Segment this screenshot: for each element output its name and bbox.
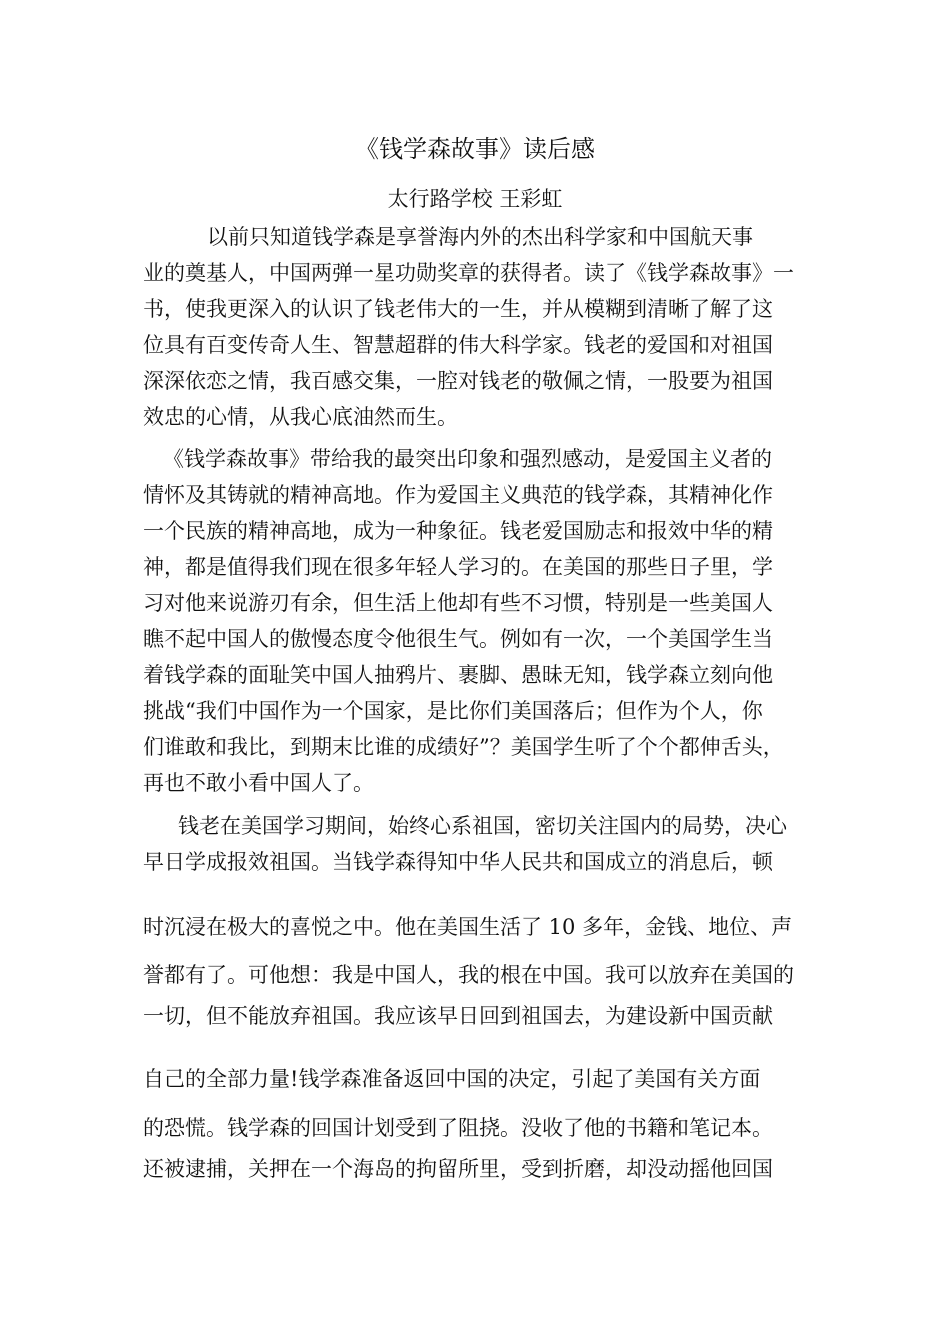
- paragraph-line: 一个民族的精神高地，成为一种象征。钱老爱国励志和报效中华的精: [143, 519, 773, 543]
- paragraph-line: 瞧不起中国人的傲慢态度令他很生气。例如有一次，一个美国学生当: [143, 627, 773, 651]
- paragraph-line: 早日学成报效祖国。当钱学森得知中华人民共和国成立的消息后，顿: [143, 850, 773, 874]
- paragraph-line: 以前只知道钱学森是享誉海内外的杰出科学家和中国航天事: [207, 225, 753, 249]
- paragraph-line: 神，都是值得我们现在很多年轻人学习的。在美国的那些日子里，学: [143, 555, 773, 579]
- paragraph-line: 深深依恋之情，我百感交集，一腔对钱老的敬佩之情，一股要为祖国: [143, 369, 773, 393]
- paragraph-line: 再也不敢小看中国人了。: [143, 771, 374, 795]
- paragraph-line: 时沉浸在极大的喜悦之中。他在美国生活了 10 多年，金钱、地位、声: [143, 915, 793, 939]
- document-title: 《钱学森故事》读后感: [355, 135, 595, 163]
- paragraph-line: 钱老在美国学习期间，始终心系祖国，密切关注国内的局势，决心: [178, 814, 787, 838]
- paragraph-line: 业的奠基人，中国两弹一星功勋奖章的获得者。读了《钱学森故事》一: [143, 261, 794, 285]
- paragraph-line: 位具有百变传奇人生、智慧超群的伟大科学家。钱老的爱国和对祖国: [143, 333, 773, 357]
- paragraph-line: 着钱学森的面耻笑中国人抽鸦片、裹脚、愚昧无知，钱学森立刻向他: [143, 663, 773, 687]
- document-author: 太行路学校 王彩虹: [387, 187, 563, 211]
- paragraph-line: 们谁敢和我比，到期末比谁的成绩好”？美国学生听了个个都伸舌头，: [143, 735, 784, 759]
- paragraph-line: 一切，但不能放弃祖国。我应该早日回到祖国去，为建设新中国贡献: [143, 1004, 773, 1028]
- paragraph-line: 情怀及其铸就的精神高地。作为爱国主义典范的钱学森，其精神化作: [143, 483, 773, 507]
- paragraph-line: 效忠的心情，从我心底油然而生。: [143, 405, 458, 429]
- paragraph-line: 挑战“我们中国作为一个国家，是比你们美国落后；但作为个人，你: [143, 699, 763, 723]
- paragraph-line: 誉都有了。可他想：我是中国人，我的根在中国。我可以放弃在美国的: [143, 963, 794, 987]
- paragraph-line: 的恐慌。钱学森的回国计划受到了阻挠。没收了他的书籍和笔记本。: [143, 1116, 773, 1140]
- paragraph-line: 还被逮捕，关押在一个海岛的拘留所里，受到折磨，却没动摇他回国: [143, 1157, 773, 1181]
- paragraph-line: 《钱学森故事》带给我的最突出印象和强烈感动，是爱国主义者的: [163, 447, 772, 471]
- paragraph-line: 习对他来说游刃有余，但生活上他却有些不习惯，特别是一些美国人: [143, 591, 773, 615]
- paragraph-line: 自己的全部力量!钱学森准备返回中国的决定，引起了美国有关方面: [143, 1067, 761, 1091]
- paragraph-line: 书，使我更深入的认识了钱老伟大的一生，并从模糊到清晰了解了这: [143, 297, 773, 321]
